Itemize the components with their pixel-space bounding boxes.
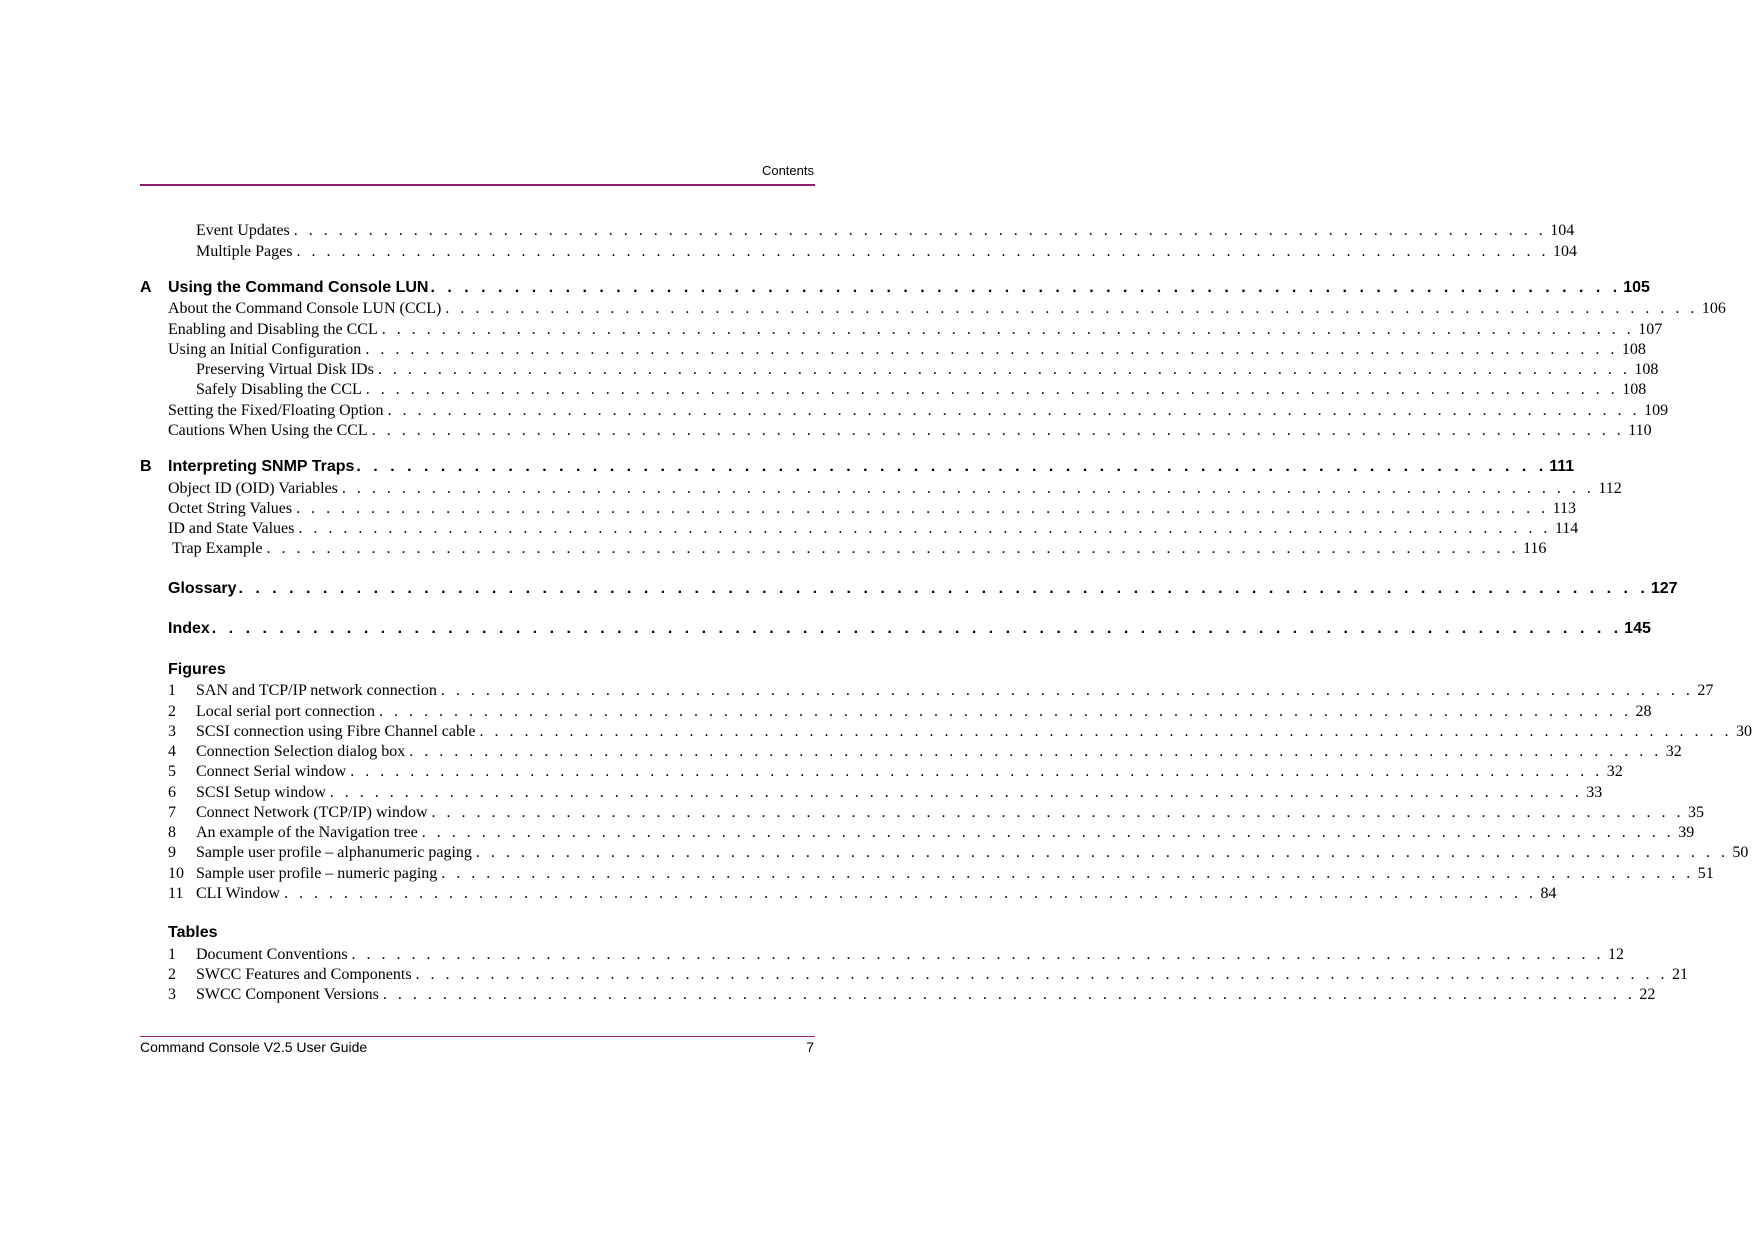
- toc-entry[interactable]: [168, 298, 1726, 318]
- toc-leader: . . . . . . . . . . . . . . . . . . . . . . . . . . . . . . . . . . . . . . . . . . . . . . . . . . . . . . . . . . . . . . . . . . . . . . . . . . . . . . . . . . . .: [415, 966, 1669, 983]
- toc-entry-page: 107: [1638, 321, 1663, 338]
- toc-entry-page: 104: [1550, 222, 1575, 239]
- toc-leader: . . . . . . . . . . . . . . . . . . . . . . . . . . . . . . . . . . . . . . . . . . . . . . . . . . . . . . . . . . . . . . . . . . . . . . . . . . . . . . . . . . . .: [296, 500, 1549, 517]
- toc-leader: . . . . . . . . . . . . . . . . . . . . . . . . . . . . . . . . . . . . . . . . . . . . . . . . . . . . . . . . . . . . . . . . . . . . . . . . . . . . . . . . . . . .: [479, 723, 1733, 740]
- toc-entry-title: About the Command Console LUN (CCL): [168, 300, 442, 317]
- toc-leader: . . . . . . . . . . . . . . . . . . . . . . . . . . . . . . . . . . . . . . . . . . . . . . . . . . . . . . . . . . . . . . . . . . . . . . . . . . . . . . . . . . . .: [293, 222, 1547, 239]
- toc-entry-page: 108: [1622, 381, 1647, 398]
- figure-title: Connect Serial window: [196, 763, 347, 780]
- toc-entry-title: Enabling and Disabling the CCL: [168, 321, 378, 338]
- toc-entry[interactable]: [168, 400, 1669, 420]
- figure-title: SCSI connection using Fibre Channel cable: [196, 723, 476, 740]
- table-entry[interactable]: [196, 984, 1656, 1004]
- toc-entry-title: Setting the Fixed/Floating Option: [168, 402, 384, 419]
- toc-entry[interactable]: [168, 498, 1577, 518]
- toc-leader: . . . . . . . . . . . . . . . . . . . . . . . . . . . . . . . . . . . . . . . . . . . . . . . . . . . . . . . . . . . . . . . . . . . . . . . . . . . . . . . . . . . .: [409, 743, 1662, 760]
- toc-leader: . . . . . . . . . . . . . . . . . . . . . . . . . . . . . . . . . . . . . . . . . . . . . . . . . . . . . . . . . . . . . . . . . . . . . . . . . . . . . . . . . . . .: [431, 804, 1685, 821]
- footer-title: Command Console V2.5 User Guide: [140, 1039, 368, 1055]
- table-number: 2: [168, 966, 176, 983]
- figure-number: 1: [168, 682, 176, 699]
- toc-leader: . . . . . . . . . . . . . . . . . . . . . . . . . . . . . . . . . . . . . . . . . . . . . . . . . . . . . . . . . . . . . . . . . . . . . . . . . . . . . . . . . . . .: [351, 946, 1605, 963]
- toc-leader: . . . . . . . . . . . . . . . . . . . . . . . . . . . . . . . . . . . . . . . . . . . . . . . . . . . . . . . . . . . . . . . . . . . . . . . . . . . . . . . . . . . .: [266, 540, 1520, 557]
- toc-entry-title: Object ID (OID) Variables: [168, 480, 338, 497]
- toc-entry[interactable]: [196, 379, 1647, 399]
- tables-heading: Tables: [168, 924, 218, 941]
- figure-number: 7: [168, 804, 176, 821]
- toc-entry-page: 110: [1628, 422, 1652, 439]
- toc-leader: . . . . . . . . . . . . . . . . . . . . . . . . . . . . . . . . . . . . . . . . . . . . . . . . . . . . . . . . . . . . . . . . . . . . . . . . . . . . . . . . . . . .: [296, 243, 1549, 260]
- figure-title: SCSI Setup window: [196, 784, 326, 801]
- toc-entry[interactable]: [172, 538, 1547, 558]
- table-page: 12: [1608, 946, 1625, 963]
- toc-chapter-page: 105: [1623, 279, 1650, 296]
- toc-entry-title: Event Updates: [196, 222, 290, 239]
- toc-chapter-entry[interactable]: [168, 277, 1650, 297]
- toc-leader: . . . . . . . . . . . . . . . . . . . . . . . . . . . . . . . . . . . . . . . . . . . . . . . . . . . . . . . . . . . . . . . . . . . . . . . . . . . . . . . . . . . .: [387, 402, 1641, 419]
- table-title: SWCC Component Versions: [196, 986, 379, 1003]
- toc-chapter-page: 145: [1624, 620, 1651, 637]
- toc-entry[interactable]: [168, 518, 1579, 538]
- figure-title: Connection Selection dialog box: [196, 743, 406, 760]
- figure-page: 32: [1665, 743, 1682, 760]
- toc-leader: . . . . . . . . . . . . . . . . . . . . . . . . . . . . . . . . . . . . . . . . . . . . . . . . . . . . . . . . . . . . . . . . . . . . . . . . . . . . . . . . . . . .: [475, 844, 1729, 861]
- figure-title: Local serial port connection: [196, 703, 376, 720]
- figure-entry[interactable]: [196, 701, 1652, 721]
- toc-entry-title: Using an Initial Configuration: [168, 341, 362, 358]
- figure-entry[interactable]: [196, 883, 1557, 903]
- figure-title: An example of the Navigation tree: [196, 824, 418, 841]
- figure-page: 28: [1635, 703, 1652, 720]
- toc-entry-title: Trap Example: [172, 540, 263, 557]
- figure-number: 8: [168, 824, 176, 841]
- toc-glossary-entry[interactable]: [168, 578, 1678, 598]
- toc-entry-title: Octet String Values: [168, 500, 293, 517]
- figure-page: 84: [1540, 885, 1557, 902]
- figure-number: 3: [168, 723, 176, 740]
- figure-page: 27: [1697, 682, 1714, 699]
- figure-title: Connect Network (TCP/IP) window: [196, 804, 428, 821]
- table-page: 22: [1639, 986, 1656, 1003]
- figure-number: 6: [168, 784, 176, 801]
- table-title: SWCC Features and Components: [196, 966, 412, 983]
- table-number: 3: [168, 986, 176, 1003]
- toc-entry-title: Multiple Pages: [196, 243, 293, 260]
- figure-entry[interactable]: [196, 680, 1714, 700]
- toc-leader: . . . . . . . . . . . . . . . . . . . . . . . . . . . . . . . . . . . . . . . . . . . . . . . . . . . . . . . . . . . . . . . . . . . . . . . . . . . . . . . . . . . .: [283, 885, 1537, 902]
- page-number: 7: [806, 1039, 814, 1055]
- toc-leader: . . . . . . . . . . . . . . . . . . . . . . . . . . . . . . . . . . . . . . . . . . . . . . . . . . . . . . . . . . . . . . . . . . . . . . . . . . . . . . . . . . . .: [298, 520, 1551, 537]
- toc-entry-page: 112: [1598, 480, 1622, 497]
- toc-chapter-page: 127: [1650, 580, 1678, 597]
- toc-entry[interactable]: [196, 359, 1659, 379]
- toc-entry-title: Cautions When Using the CCL: [168, 422, 368, 439]
- toc-leader: . . . . . . . . . . . . . . . . . . . . . . . . . . . . . . . . . . . . . . . . . . . . . . . . . . . . . . . . . . . . . . . . . . . . . . . . . . . . . . . . . . . .: [365, 341, 1618, 358]
- toc-entry-page: 108: [1621, 341, 1646, 358]
- figure-entry[interactable]: [196, 863, 1714, 883]
- toc-entry[interactable]: [168, 339, 1646, 359]
- toc-entry[interactable]: [168, 420, 1652, 440]
- header-rule: [140, 184, 815, 186]
- toc-chapter-entry[interactable]: [168, 456, 1575, 476]
- figure-number: 5: [168, 763, 176, 780]
- figure-number: 9: [168, 844, 176, 861]
- toc-index-entry[interactable]: [168, 618, 1651, 638]
- figure-entry[interactable]: [196, 822, 1695, 842]
- toc-entry-page: 109: [1644, 402, 1669, 419]
- figure-title: SAN and TCP/IP network connection: [196, 682, 437, 699]
- toc-entry[interactable]: [196, 220, 1575, 240]
- figure-entry[interactable]: [196, 741, 1682, 761]
- figure-entry[interactable]: [196, 842, 1749, 862]
- toc-leader: . . . . . . . . . . . . . . . . . . . . . . . . . . . . . . . . . . . . . . . . . . . . . . . . . . . . . . . . . . . . . . . . . . . . . . . . . . . . . . . . . . . .: [421, 824, 1675, 841]
- table-entry[interactable]: [196, 944, 1625, 964]
- toc-leader: . . . . . . . . . . . . . . . . . . . . . . . . . . . . . . . . . . . . . . . . . . . . . . . . . . . . . . . . . . . . . . . . . . . . . . . . . . . . . . . . . . . .: [445, 300, 1698, 317]
- figure-number: 4: [168, 743, 176, 760]
- toc-leader: . . . . . . . . . . . . . . . . . . . . . . . . . . . . . . . . . . . . . . . . . . . . . . . . . . . . . . . . . . . . . . . . . . . . . . . . . . . . . . . . . . . .: [341, 480, 1595, 497]
- figure-page: 30: [1736, 723, 1752, 740]
- figure-page: 32: [1606, 763, 1623, 780]
- toc-leader: . . . . . . . . . . . . . . . . . . . . . . . . . . . . . . . . . . . . . . . . . . . . . . . . . . . . . . . . . . . . . . . . . . . . . . .: [356, 458, 1548, 475]
- figure-title: CLI Window: [196, 885, 280, 902]
- figure-number: 2: [168, 703, 176, 720]
- figure-entry[interactable]: [196, 761, 1623, 781]
- figure-title: Sample user profile – numeric paging: [196, 865, 438, 882]
- table-number: 1: [168, 946, 176, 963]
- figure-number: 11: [168, 885, 184, 902]
- appendix-letter: A: [140, 279, 152, 296]
- toc-entry-page: 116: [1523, 540, 1547, 557]
- toc-leader: . . . . . . . . . . . . . . . . . . . . . . . . . . . . . . . . . . . . . . . . . . . . . . . . . . . . . . . . . . . . . . . . . . . . . . . . . . . . . . . . . . . .: [350, 763, 1603, 780]
- figure-title: Sample user profile – alphanumeric paging: [196, 844, 472, 861]
- toc-leader: . . . . . . . . . . . . . . . . . . . . . . . . . . . . . . . . . . . . . . . . . . . . . . . . . . . . . . . . . . . . . . . . . . . . . . . . . . . . . . . . . . . .: [211, 620, 1623, 637]
- toc-entry-page: 113: [1552, 500, 1577, 517]
- toc-leader: . . . . . . . . . . . . . . . . . . . . . . . . . . . . . . . . . . . . . . . . . . . . . . . . . . . . . . . . . . . . . . . . . . . . . . . . . . . . . . . . . . . .: [238, 580, 1649, 597]
- toc-chapter-title: Glossary: [168, 580, 237, 597]
- footer-rule: [140, 1036, 815, 1037]
- toc-leader: . . . . . . . . . . . . . . . . . . . . . . . . . . . . . . . . . . . . . . . . . . . . . . . . . . . . . . . . . . . . . . . . . . . . . . .: [430, 279, 1622, 296]
- toc-entry-page: 106: [1701, 300, 1726, 317]
- toc-entry-page: 114: [1554, 520, 1579, 537]
- figure-entry[interactable]: [196, 782, 1603, 802]
- toc-entry[interactable]: [168, 319, 1663, 339]
- toc-leader: . . . . . . . . . . . . . . . . . . . . . . . . . . . . . . . . . . . . . . . . . . . . . . . . . . . . . . . . . . . . . . . . . . . . . . . . . . . . . . . . . . . .: [440, 682, 1694, 699]
- toc-chapter-title: Index: [168, 620, 210, 637]
- toc-leader: . . . . . . . . . . . . . . . . . . . . . . . . . . . . . . . . . . . . . . . . . . . . . . . . . . . . . . . . . . . . . . . . . . . . . . . . . . . . . . . . . . . .: [379, 703, 1632, 720]
- appendix-letter: B: [140, 458, 152, 475]
- toc-entry[interactable]: [196, 241, 1577, 261]
- toc-entry-page: 108: [1634, 361, 1659, 378]
- toc-chapter-title: Using the Command Console LUN: [168, 279, 429, 296]
- running-header: Contents: [761, 163, 814, 178]
- figure-page: 50: [1732, 844, 1749, 861]
- figure-page: 35: [1688, 804, 1705, 821]
- figure-number: 10: [168, 865, 184, 882]
- figures-heading: Figures: [168, 661, 226, 678]
- toc-leader: . . . . . . . . . . . . . . . . . . . . . . . . . . . . . . . . . . . . . . . . . . . . . . . . . . . . . . . . . . . . . . . . . . . . . . . . . . . . . . . . . . . .: [382, 986, 1636, 1003]
- figure-page: 39: [1678, 824, 1695, 841]
- toc-chapter-title: Interpreting SNMP Traps: [168, 458, 355, 475]
- toc-leader: . . . . . . . . . . . . . . . . . . . . . . . . . . . . . . . . . . . . . . . . . . . . . . . . . . . . . . . . . . . . . . . . . . . . . . . . . . . . . . . . . . . .: [329, 784, 1583, 801]
- figure-page: 33: [1586, 784, 1603, 801]
- toc-leader: . . . . . . . . . . . . . . . . . . . . . . . . . . . . . . . . . . . . . . . . . . . . . . . . . . . . . . . . . . . . . . . . . . . . . . . . . . . . . . . . . . . .: [441, 865, 1694, 882]
- toc-leader: . . . . . . . . . . . . . . . . . . . . . . . . . . . . . . . . . . . . . . . . . . . . . . . . . . . . . . . . . . . . . . . . . . . . . . . . . . . . . . . . . . . .: [371, 422, 1625, 439]
- table-page: 21: [1672, 966, 1689, 983]
- toc-entry-title: Preserving Virtual Disk IDs: [196, 361, 374, 378]
- toc-leader: . . . . . . . . . . . . . . . . . . . . . . . . . . . . . . . . . . . . . . . . . . . . . . . . . . . . . . . . . . . . . . . . . . . . . . . . . . . . . . . . . . . .: [365, 381, 1619, 398]
- toc-entry[interactable]: [168, 478, 1622, 498]
- toc-entry-title: Safely Disabling the CCL: [196, 381, 362, 398]
- toc-leader: . . . . . . . . . . . . . . . . . . . . . . . . . . . . . . . . . . . . . . . . . . . . . . . . . . . . . . . . . . . . . . . . . . . . . . . . . . . . . . . . . . . .: [377, 361, 1631, 378]
- figure-entry[interactable]: [196, 721, 1752, 741]
- table-entry[interactable]: [196, 964, 1689, 984]
- toc-entry-title: ID and State Values: [168, 520, 295, 537]
- toc-leader: . . . . . . . . . . . . . . . . . . . . . . . . . . . . . . . . . . . . . . . . . . . . . . . . . . . . . . . . . . . . . . . . . . . . . . . . . . . . . . . . . . . .: [381, 321, 1635, 338]
- toc-chapter-page: 111: [1549, 458, 1575, 475]
- figure-entry[interactable]: [196, 802, 1705, 822]
- figure-page: 51: [1697, 865, 1714, 882]
- toc-entry-page: 104: [1552, 243, 1577, 260]
- table-title: Document Conventions: [196, 946, 348, 963]
